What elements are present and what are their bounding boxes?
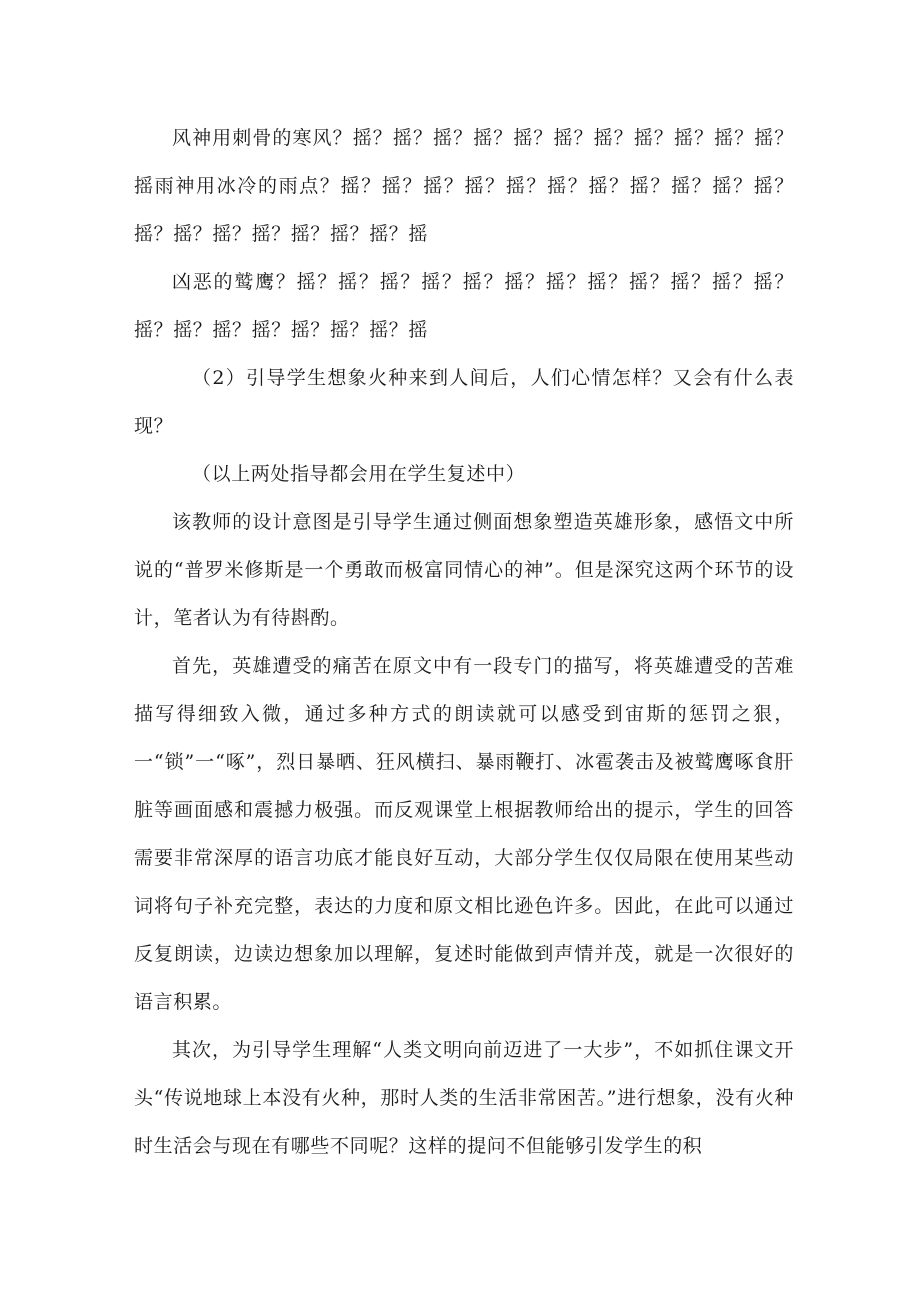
paragraph-second: 其次，为引导学生理解“人类文明向前迈进了一大步”，不如抓住课文开头“传说地球上本没有火种，那时人类的生活非常困苦。”进行想象，没有火种时生活会与现在有哪些不同呢？这样的提问不但能够引发学生的积 (134, 1039, 794, 1157)
paragraph-guide-2: （2）引导学生想象火种来到人间后，人们心情怎样？又会有什么表现？ (134, 367, 794, 437)
paragraph-first: 首先，英雄遭受的痛苦在原文中有一段专门的描写，将英雄遭受的苦难描写得细致入微，通过多种方式的朗读就可以感受到宙斯的惩罚之狠，一“锁”一“啄”，烈日暴晒、狂风横扫、暴雨鞭打、冰雹袭击及被鹫鹰啄食肝脏等画面感和震撼力极强。而反观课堂上根据教师给出的提示，学生的回答需要非常深厚的语言功底才能良好互动，大部分学生仅仅局限在使用某些动词将句子补充完整，表达的力度和原文相比逊色许多。因此，在此可以通过反复朗读，边读边想象加以理解，复述时能做到声情并茂，就是一次很好的语言积累。 (134, 655, 794, 1013)
document-body (134, 114, 794, 1170)
paragraph-design-intent: 该教师的设计意图是引导学生通过侧面想象塑造英雄形象，感悟文中所说的“普罗米修斯是一个勇敢而极富同情心的神”。但是深究这两个环节的设计，笔者认为有待斟酌。 (134, 511, 794, 629)
paragraph-note: （以上两处指导都会用在学生复述中） (192, 463, 526, 485)
paragraph-wind-rain: 风神用刺骨的寒风？摇？摇？摇？摇？摇？摇？摇？摇？摇？摇？摇？摇雨神用冰冷的雨点？摇？摇？摇？摇？摇？摇？摇？摇？摇？摇？摇？摇？摇？摇？摇？摇？摇？摇？摇 (134, 127, 794, 245)
paragraph-eagle: 凶恶的鹫鹰？摇？摇？摇？摇？摇？摇？摇？摇？摇？摇？摇？摇？摇？摇？摇？摇？摇？摇？摇？摇 (134, 271, 794, 341)
